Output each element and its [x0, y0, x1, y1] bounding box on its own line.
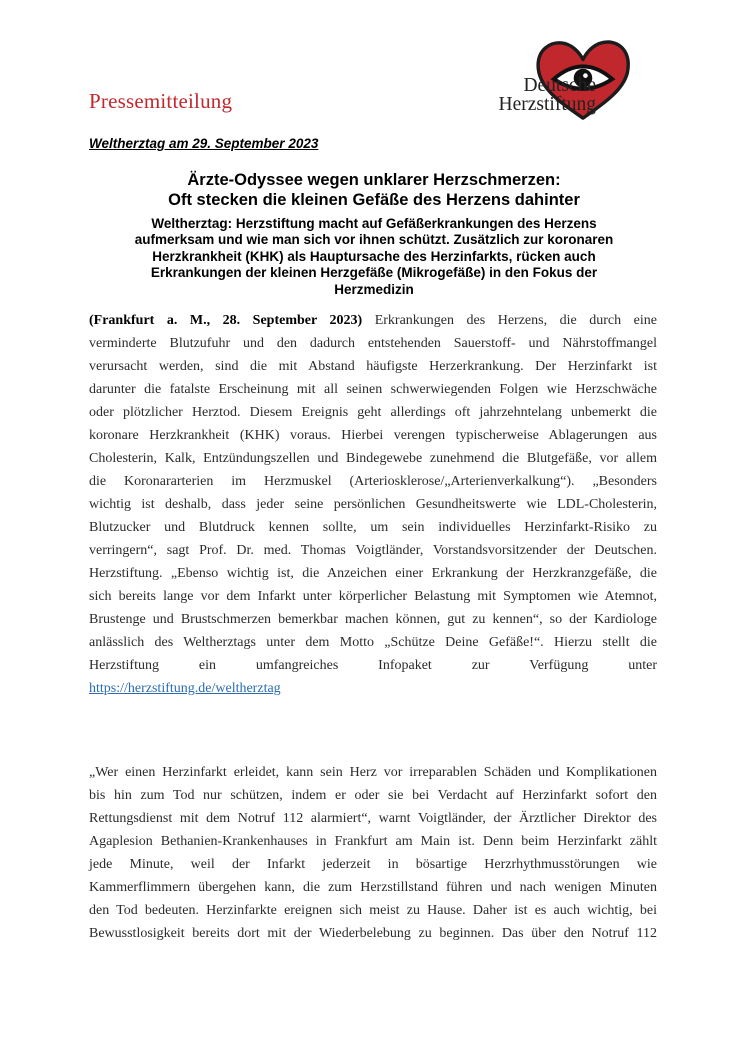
body-line: Agaplesion Bethanien-Krankenhauses in Frankfurt am Main ist. Denn beim Herzinfarkt zählt [89, 834, 657, 849]
subhead-line: Herzmedizin [334, 281, 414, 297]
body-line: oder plötzlicher Herztod. Diesem Ereignis geht allerdings oft jahrzehntelang unbemerkt die [89, 405, 657, 420]
body-line: Blutzucker und Blutdruck kennen sollte, um sein individuelles Herzinfarkt-Risiko zu [89, 520, 657, 535]
body-line: darunter die fatalste Erscheinung mit all seinen schwerwiegenden Folgen wie Herzschwäche [89, 382, 657, 397]
herzstiftung-logo [476, 40, 666, 124]
body-line: Kammerflimmern übergehen kann, die zum Herzstillstand führen und nach wenigen Minuten [89, 880, 657, 895]
body-line: Herzstiftung ein umfangreiches Infopaket zur Verfügung unter [89, 658, 657, 673]
body-line: verursacht werden, sind die mit Abstand häufigste Herzerkrankung. Der Herzinfarkt ist [89, 359, 657, 374]
body-line [89, 677, 657, 700]
body-line: bis hin zum Tod nur schützen, indem er oder sie bei Verdacht auf Herzinfarkt sofort den [89, 788, 657, 803]
body-line: Rettungsdienst mit dem Notruf 112 alarmiert“, warnt Voigtländer, der Ärztlicher Direktor des [89, 811, 657, 826]
body-line: Bewusstlosigkeit bereits dort mit der Wiederbelebung zu beginnen. Das über den Notruf 112 [89, 926, 657, 941]
subhead-line: Herzkrankheit (KHK) als Hauptursache des Herzinfarkts, rücken auch [152, 248, 596, 264]
body-line: Cholesterin, Kalk, Entzündungszellen und Bindegewebe zunehmend die Blutgefäße, vor allem [89, 451, 657, 466]
body-line: die Koronararterien im Herzmuskel (Arteriosklerose/„Arterienverkalkung“). „Besonders [89, 474, 657, 489]
subhead-line: aufmerksam und wie man sich vor ihnen schützt. Zusätzlich zur koronaren [134, 232, 614, 248]
headline [89, 170, 659, 210]
body-line: Herzstiftung. „Ebenso wichtig ist, die Anzeichen einer Erkrankung der Herzkranzgefäße, die [89, 566, 657, 581]
logo-wordmark [476, 76, 596, 114]
body-line: „Wer einen Herzinfarkt erleidet, kann sein Herz vor irreparablen Schäden und Komplikationen [89, 765, 657, 780]
body-line: jede Minute, weil der Infarkt jederzeit in bösartige Herzrhythmusstörungen wie [89, 857, 657, 872]
logo-line-2: Herzstiftung [498, 94, 596, 115]
headline-line-2: Oft stecken die kleinen Gefäße des Herzens dahinter [168, 191, 580, 209]
body-line: sich bereits lange vor dem Infarkt unter körperlicher Belastung mit Symptomen wie Atemnot, [89, 589, 657, 604]
body-line [89, 309, 657, 332]
subheadline [89, 216, 659, 298]
document-type-label: Pressemitteilung [89, 89, 233, 113]
weltherztag-link[interactable]: https://herzstiftung.de/weltherztag [89, 681, 281, 696]
subhead-line: Weltherztag: Herzstiftung macht auf Gefäßerkrankungen des Herzens [151, 216, 597, 231]
body-paragraph-2 [89, 761, 657, 945]
body-line: anlässlich des Weltherztags unter dem Motto „Schütze Deine Gefäße!“. Hierzu stellt die [89, 635, 657, 650]
body-line: Brustenge und Brustschmerzen bemerkbar machen können, gut zu kennen“, so der Kardiologe [89, 612, 657, 627]
headline-line-1: Ärzte-Odyssee wegen unklarer Herzschmerzen: [187, 171, 561, 189]
body-line: den Tod bedeuten. Herzinfarkte ereignen sich meist zu Hause. Daher ist es auch wichtig, bei [89, 903, 657, 918]
body-line: verringern“, sagt Prof. Dr. med. Thomas Voigtländer, Vorstandsvorsitzender der Deutschen. [89, 543, 657, 558]
body-paragraph-1 [89, 309, 657, 700]
body-line: verminderte Blutzufuhr und den dadurch entstehenden Sauerstoff- und Nährstoffmangel [89, 336, 657, 351]
logo-line-1: Deutsche [523, 75, 596, 96]
body-line-text: Erkrankungen des Herzens, die durch eine [362, 313, 657, 328]
dateline-lead: (Frankfurt a. M., 28. September 2023) [89, 313, 363, 328]
body-line: wichtig ist deshalb, dass jeder seine persönlichen Gesundheitswerte wie LDL-Cholesterin, [89, 497, 657, 512]
subhead-line: Erkrankungen der kleinen Herzgefäße (Mikrogefäße) in den Fokus der [150, 265, 598, 281]
body-line: koronare Herzkrankheit (KHK) voraus. Hierbei verengen typischerweise Ablagerungen aus [89, 428, 657, 443]
dateline: Weltherztag am 29. September 2023 [89, 136, 319, 151]
